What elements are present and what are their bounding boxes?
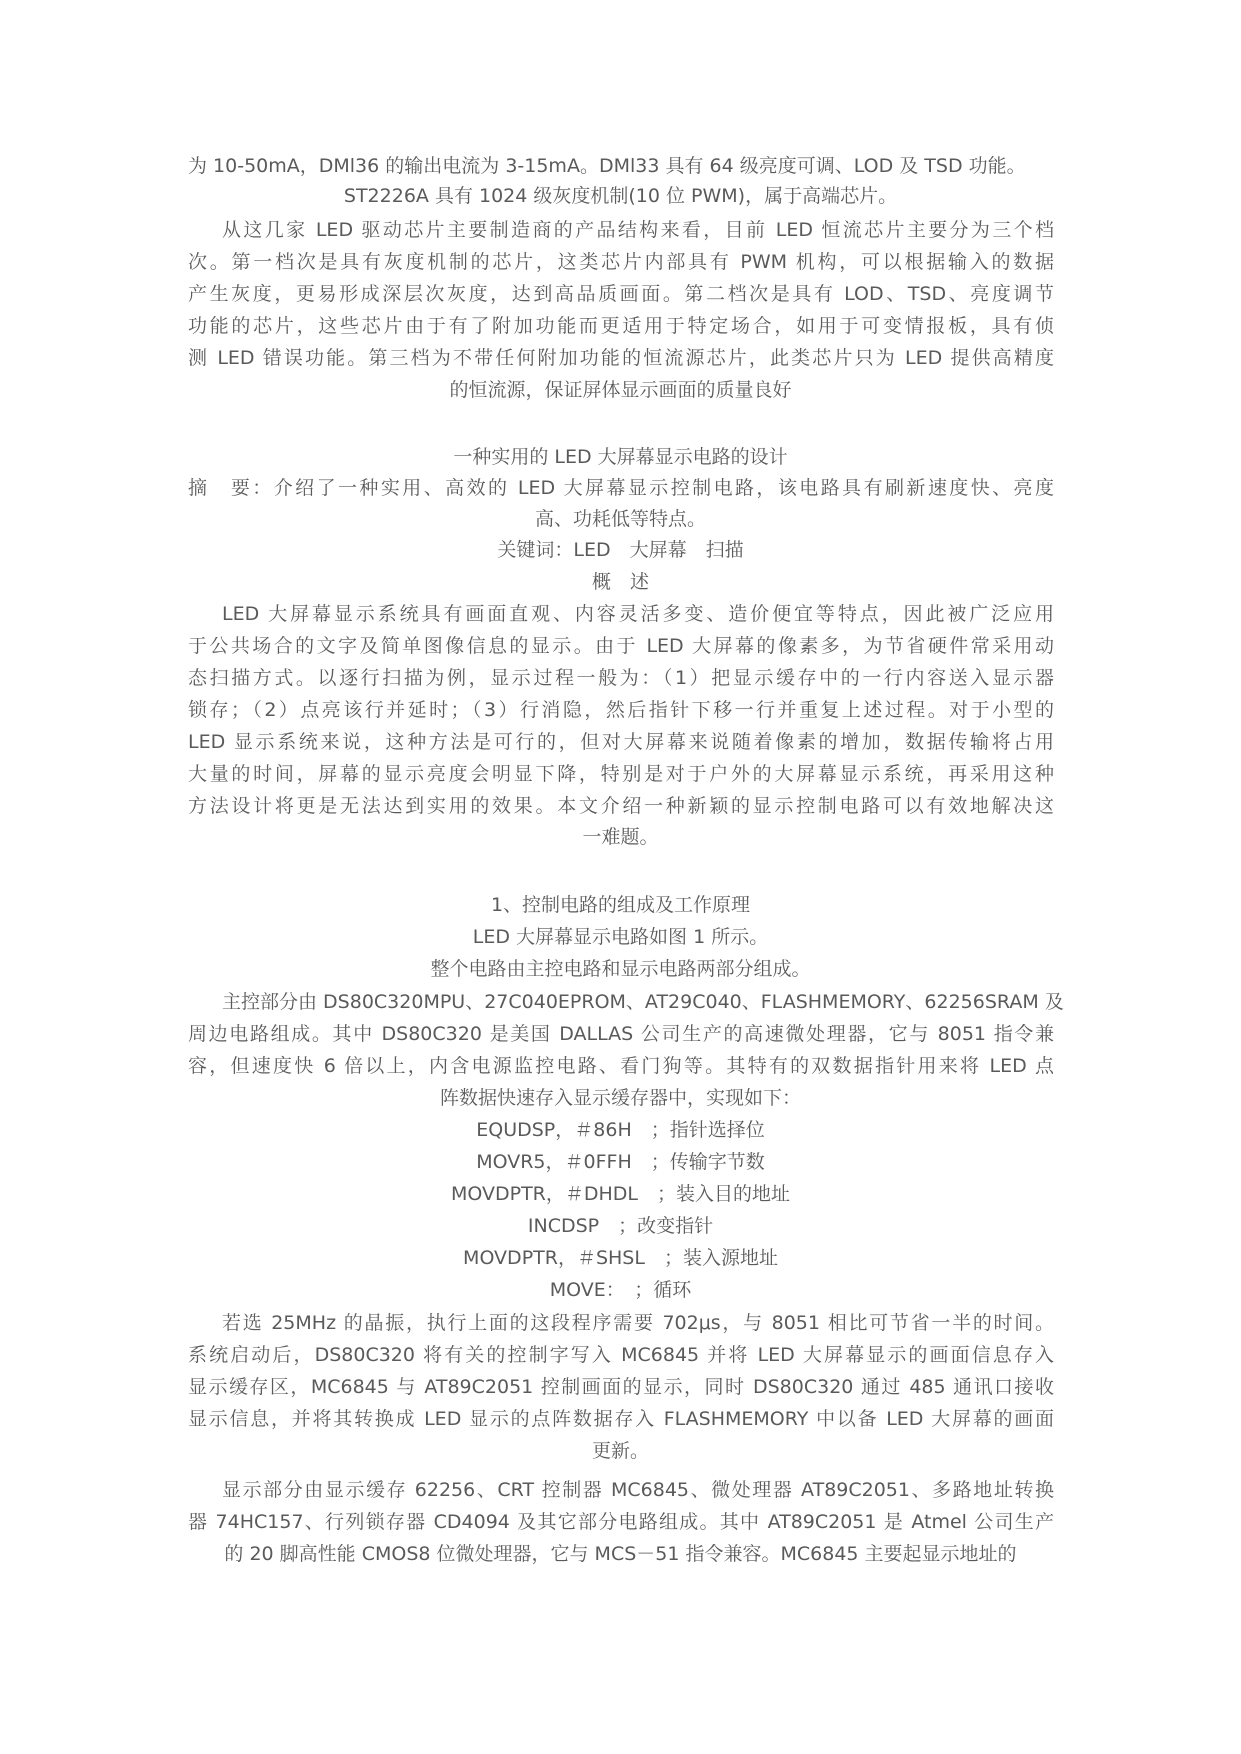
section-heading: 概 述 bbox=[591, 571, 649, 593]
text-line: 态扫描方式。以逐行扫描为例，显示过程一般为：（1）把显示缓存中的一行内容送入显示器 bbox=[188, 667, 1054, 689]
text-line: 容，但速度快 6 倍以上，内含电源监控电路、看门狗等。其特有的双数据指针用来将 LED 点 bbox=[188, 1055, 1054, 1077]
text-line: LED 显示系统来说，这种方法是可行的，但对大屏幕来说随着像素的增加，数据传输将占用 bbox=[188, 731, 1054, 753]
abstract-line: 摘 要：介绍了一种实用、高效的 LED 大屏幕显示控制电路，该电路具有刷新速度快、亮度 bbox=[188, 477, 1054, 499]
text-line: 器 74HC157、行列锁存器 CD4094 及其它部分电路组成。其中 AT89C2051 是 Atmel 公司生产 bbox=[188, 1511, 1054, 1533]
code-line: MOVDPTR，＃DHDL ；装入目的地址 bbox=[450, 1183, 791, 1205]
text-line: 为 10-50mA，DMl36 的输出电流为 3-15mA。DMl33 具有 64 级亮度可调、LOD 及 TSD 功能。 bbox=[188, 155, 1026, 177]
text-line: 方法设计将更是无法达到实用的效果。本文介绍一种新颖的显示控制电路可以有效地解决这 bbox=[188, 795, 1054, 817]
code-line: EQUDSP，＃86H ；指针选择位 bbox=[476, 1119, 765, 1141]
section-heading: 1、控制电路的组成及工作原理 bbox=[490, 894, 751, 916]
code-line: INCDSP ；改变指针 bbox=[527, 1215, 714, 1237]
text-line: LED 大屏幕显示电路如图 1 所示。 bbox=[472, 926, 769, 948]
text-line: 的恒流源，保证屏体显示画面的质量良好 bbox=[449, 379, 792, 401]
text-line: 产生灰度，更易形成深层次灰度，达到高品质画面。第二档次是具有 LOD、TSD、亮度调节 bbox=[188, 283, 1054, 305]
text-line: 阵数据快速存入显示缓存器中，实现如下： bbox=[439, 1087, 801, 1109]
text-line: 功能的芯片，这些芯片由于有了附加功能而更适用于特定场合，如用于可变情报板，具有侦 bbox=[188, 315, 1054, 337]
text-line: 锁存；（2）点亮该行并延时；（3）行消隐，然后指针下移一行并重复上述过程。对于小型的 bbox=[188, 699, 1054, 721]
text-line: 显示缓存区，MC6845 与 AT89C2051 控制画面的显示，同时 DS80C320 通过 485 通讯口接收 bbox=[188, 1376, 1054, 1398]
code-line: MOVR5，＃0FFH ；传输字节数 bbox=[476, 1151, 765, 1173]
code-line: MOVE： ；循环 bbox=[549, 1279, 692, 1301]
text-line: 更新。 bbox=[591, 1440, 649, 1462]
text-line: 一难题。 bbox=[582, 826, 659, 848]
abstract-line: 高、功耗低等特点。 bbox=[534, 508, 706, 530]
code-line: MOVDPTR，＃SHSL ；装入源地址 bbox=[463, 1247, 778, 1269]
text-line: 的 20 脚高性能 CMOS8 位微处理器，它与 MCS－51 指令兼容。MC6845 主要起显示地址的 bbox=[224, 1543, 1017, 1565]
text-line: 次。第一档次是具有灰度机制的芯片，这类芯片内部具有 PWM 机构，可以根据输入的数据 bbox=[188, 251, 1054, 273]
text-line: 周边电路组成。其中 DS80C320 是美国 DALLAS 公司生产的高速微处理器，它与 8051 指令兼 bbox=[188, 1023, 1054, 1045]
text-line: 于公共场合的文字及简单图像信息的显示。由于 LED 大屏幕的像素多，为节省硬件常采用动 bbox=[188, 635, 1054, 657]
text-line: 显示部分由显示缓存 62256、CRT 控制器 MC6845、微处理器 AT89C2051、多路地址转换 bbox=[222, 1479, 1054, 1501]
text-line: LED 大屏幕显示系统具有画面直观、内容灵活多变、造价便宜等特点，因此被广泛应用 bbox=[222, 603, 1054, 625]
text-line: 整个电路由主控电路和显示电路两部分组成。 bbox=[430, 958, 811, 980]
text-line: ST2226A 具有 1024 级灰度机制(10 位 PWM)，属于高端芯片。 bbox=[343, 185, 898, 207]
article-title: 一种实用的 LED 大屏幕显示电路的设计 bbox=[453, 446, 788, 468]
keywords-line: 关键词：LED 大屏幕 扫描 bbox=[497, 539, 744, 561]
text-line: 测 LED 错误功能。第三档为不带任何附加功能的恒流源芯片，此类芯片只为 LED 提供高精度 bbox=[188, 347, 1054, 369]
text-line: 主控部分由 DS80C320MPU、27C040EPROM、AT29C040、FLASHMEMORY、62256SRAM 及 bbox=[222, 991, 1064, 1013]
text-line: 若选 25MHz 的晶振，执行上面的这段程序需要 702μs，与 8051 相比可节省一半的时间。 bbox=[222, 1312, 1054, 1334]
text-line: 系统启动后，DS80C320 将有关的控制字写入 MC6845 并将 LED 大屏幕显示的画面信息存入 bbox=[188, 1344, 1054, 1366]
text-line: 从这几家 LED 驱动芯片主要制造商的产品结构来看，目前 LED 恒流芯片主要分为三个档 bbox=[222, 219, 1054, 241]
text-line: 显示信息，并将其转换成 LED 显示的点阵数据存入 FLASHMEMORY 中以备 LED 大屏幕的画面 bbox=[188, 1408, 1054, 1430]
text-line: 大量的时间，屏幕的显示亮度会明显下降，特别是对于户外的大屏幕显示系统，再采用这种 bbox=[188, 763, 1054, 785]
